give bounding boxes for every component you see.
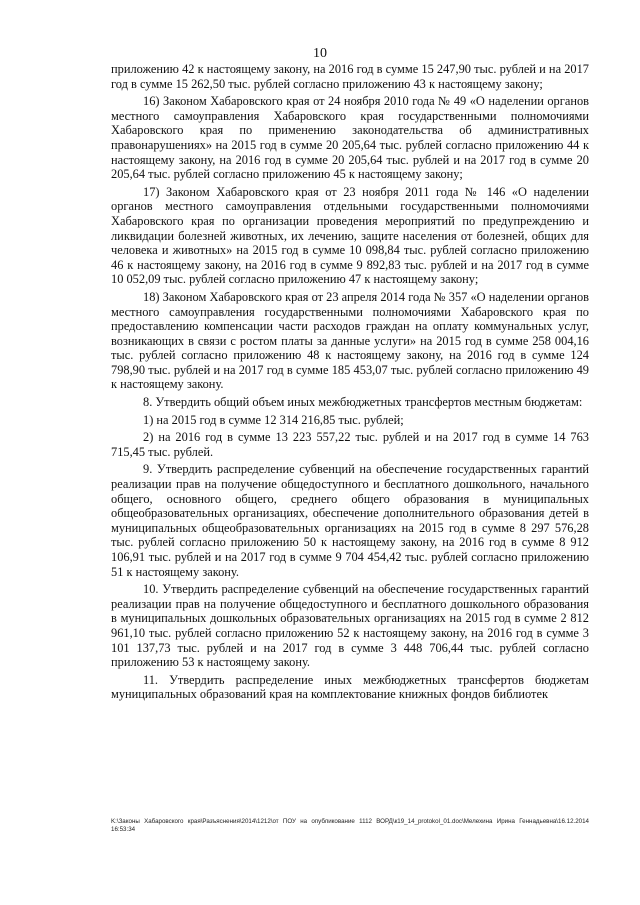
paragraph-item-16: 16) Законом Хабаровского края от 24 ноября 2010 года № 49 «О наделении органов местного самоуправления Хабаровского края государственными полномочиями Хабаровского края по применению законодательства об административных правонарушениях» на 2015 год в сумме 20 205,64 тыс. рублей согласно приложению 44 к настоящему закону, на 2016 год в сумме 20 205,64 тыс. рублей и на 2017 год в сумме 20 205,64 тыс. рублей согласно приложению 45 к настоящему закону; [111,94,589,182]
file-path-footer: K:\Законы Хабаровского края\Разъяснения\2014\1212\от ПОУ на опубликование 1112 ВОРД\к19_14_protokol_01.doc\Мелехина Ирина Геннадьевна\16.12.2014 16:53:34 [111,818,589,833]
paragraph-item-17: 17) Законом Хабаровского края от 23 ноября 2011 года № 146 «О наделении органов местного самоуправления отдельными государственными полномочиями Хабаровского края по организации проведения мероприятий по предупреждению и ликвидации болезней животных, их лечению, защите населения от болезней, общих для человека и животных» на 2015 год в сумме 10 098,84 тыс. рублей согласно приложению 46 к настоящему закону, на 2016 год в сумме 9 892,83 тыс. рублей и на 2017 год в сумме 10 052,09 тыс. рублей согласно приложению 47 к настоящему закону; [111,184,589,287]
paragraph-section-8-item-1: 1) на 2015 год в сумме 12 314 216,85 тыс. рублей; [143,412,404,427]
document-body [111,62,589,705]
paragraph-section-10: 10. Утвердить распределение субвенций на обеспечение государственных гарантий реализации прав на получение общедоступного и бесплатного дошкольного образования в муниципальных дошкольных образовательных организациях на 2015 год в сумме 2 812 961,10 тыс. рублей согласно приложению 52 к настоящему закону, на 2016 год в сумме 3 101 137,73 тыс. рублей и на 2017 год в сумме 3 448 706,44 тыс. рублей согласно приложению 53 к настоящему закону. [111,582,589,670]
paragraph-section-8-item-2: 2) на 2016 год в сумме 13 223 557,22 тыс. рублей и на 2017 год в сумме 14 763 715,45 тыс. рублей. [111,430,589,459]
paragraph-section-11: 11. Утвердить распределение иных межбюджетных трансфертов бюджетам муниципальных образований края на комплектование книжных фондов библиотек [111,672,589,702]
paragraph-continuation: приложению 42 к настоящему закону, на 2016 год в сумме 15 247,90 тыс. рублей и на 2017 год в сумме 15 262,50 тыс. рублей согласно приложению 43 к настоящему закону; [111,62,589,91]
page-number: 10 [313,46,327,61]
paragraph-item-18: 18) Законом Хабаровского края от 23 апреля 2014 года № 357 «О наделении органов местного самоуправления государственными полномочиями Хабаровского края по предоставлению компенсации части расходов граждан на оплату коммунальных услуг, возникающих в связи с ростом платы за данные услуги» на 2015 год в сумме 258 004,16 тыс. рублей согласно приложению 48 к настоящему закону, на 2016 год в сумме 124 798,90 тыс. рублей и на 2017 год в сумме 185 453,07 тыс. рублей согласно приложению 49 к настоящему закону. [111,289,589,392]
paragraph-section-9: 9. Утвердить распределение субвенций на обеспечение государственных гарантий реализации прав на получение общедоступного и бесплатного дошкольного, начального общего, основного общего, среднего общего образования в муниципальных общеобразовательных организациях, обеспечение дополнительного образования детей в муниципальных общеобразовательных организациях на 2015 год в сумме 8 297 576,28 тыс. рублей согласно приложению 50 к настоящему закону, на 2016 год в сумме 8 912 106,91 тыс. рублей и на 2017 год в сумме 9 704 454,42 тыс. рублей согласно приложению 51 к настоящему закону. [111,462,589,579]
paragraph-section-8: 8. Утвердить общий объем иных межбюджетных трансфертов местным бюджетам: [143,395,583,410]
